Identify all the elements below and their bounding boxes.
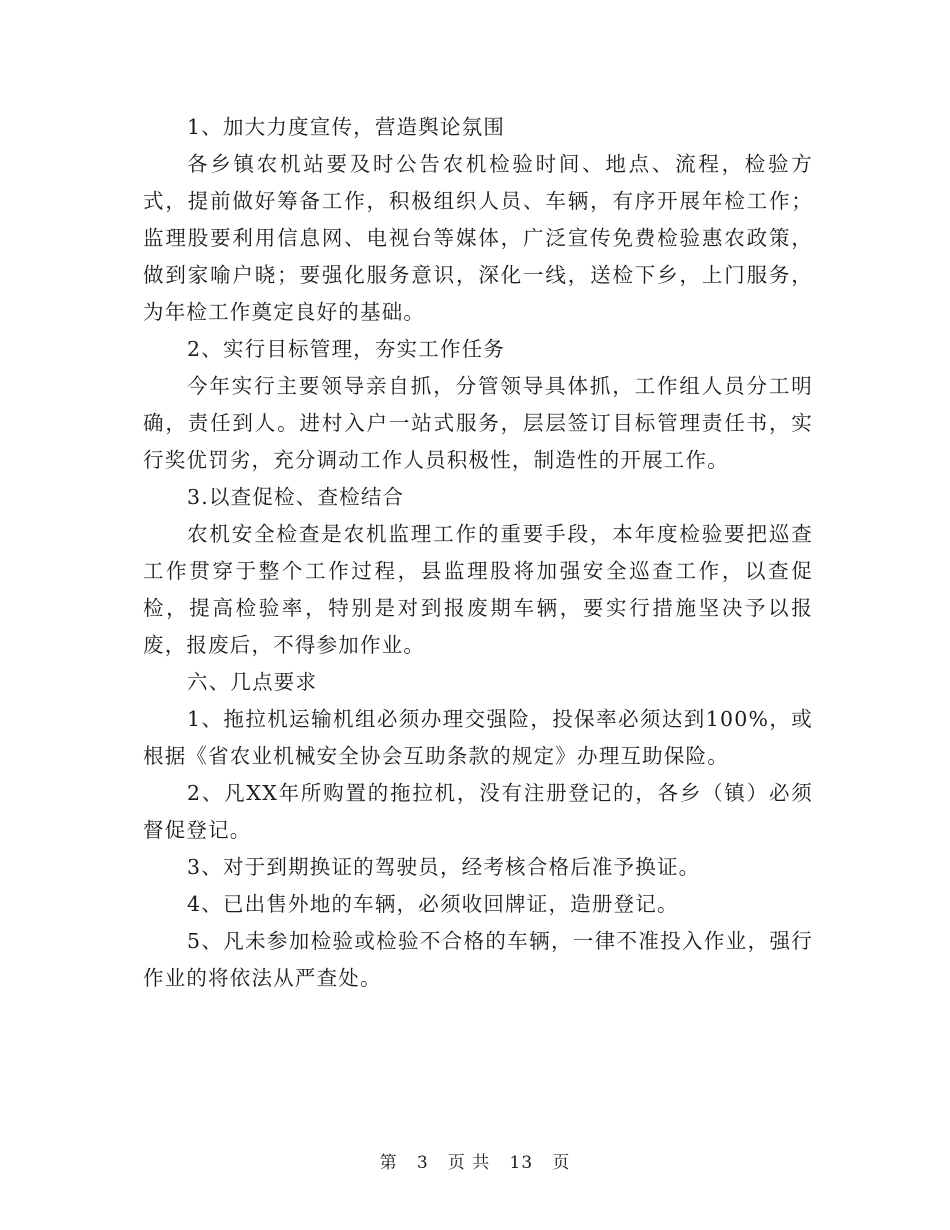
paragraph-publicity: 各乡镇农机站要及时公告农机检验时间、地点、流程，检验方式，提前做好筹备工作，积极组织人员、车辆，有序开展年检工作；监理股要利用信息网、电视台等媒体，广泛宣传免费检验惠农政策，做到家喻户晓；要强化服务意识，深化一线，送检下乡，上门服务，为年检工作奠定良好的基础。 bbox=[143, 152, 813, 324]
requirement-item-3: 3、对于到期换证的驾驶员，经考核合格后准予换证。 bbox=[187, 855, 701, 879]
requirement-item-4: 4、已出售外地的车辆，必须收回牌证，造册登记。 bbox=[187, 892, 679, 916]
total-pages: 13 bbox=[509, 1153, 534, 1173]
section-heading-publicity: 1、加大力度宣传，营造舆论氛围 bbox=[187, 115, 506, 139]
paragraph-target-management: 今年实行主要领导亲自抓，分管领导具体抓，工作组人员分工明确，责任到人。进村入户一站式服务，层层签订目标管理责任书，实行奖优罚劣，充分调动工作人员积极性，制造性的开展工作。 bbox=[143, 374, 813, 472]
requirement-item-5: 5、凡未参加检验或检验不合格的车辆，一律不准投入作业，强行作业的将依法从严查处。 bbox=[143, 929, 813, 990]
document-body bbox=[143, 109, 813, 997]
requirement-item-1: 1、拖拉机运输机组必须办理交强险，投保率必须达到100%，或根据《省农业机械安全协会互助条款的规定》办理互助保险。 bbox=[143, 707, 813, 768]
section-heading-inspection: 3.以查促检、查检结合 bbox=[187, 485, 405, 509]
page-label-prefix: 第 bbox=[379, 1153, 398, 1173]
section-heading-requirements: 六、几点要求 bbox=[187, 670, 318, 694]
page-number: 3 bbox=[416, 1153, 429, 1173]
paragraph-inspection: 农机安全检查是农机监理工作的重要手段，本年度检验要把巡查工作贯穿于整个工作过程，县监理股将加强安全巡查工作，以查促检，提高检验率，特别是对到报废期车辆，要实行措施坚决予以报废，报废后，不得参加作业。 bbox=[143, 522, 813, 657]
page-label-middle: 页 共 bbox=[447, 1153, 491, 1173]
section-heading-target-management: 2、实行目标管理，夯实工作任务 bbox=[187, 337, 506, 361]
requirement-item-2: 2、凡XX年所购置的拖拉机，没有注册登记的，各乡（镇）必须督促登记。 bbox=[143, 781, 813, 842]
page-label-suffix: 页 bbox=[552, 1153, 571, 1173]
page-footer bbox=[0, 1151, 950, 1175]
